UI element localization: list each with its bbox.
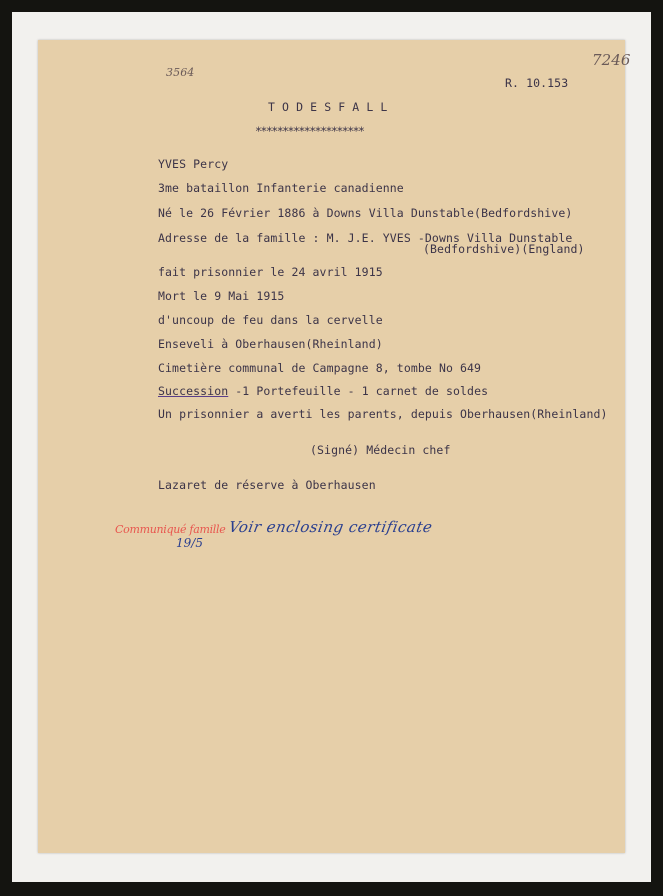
informed-line: Un prisonnier a averti les parents, depuis Oberhausen(Rheinland) [158, 407, 608, 421]
archive-number: 3564 [166, 66, 195, 79]
soldier-name [158, 157, 228, 171]
document-page [38, 40, 631, 853]
given-name: Percy [193, 157, 229, 171]
unit-line: 3me bataillon Infanterie canadienne [158, 181, 404, 195]
burial-line: Enseveli à Oberhausen(Rheinland) [158, 337, 383, 351]
birth-line: Né le 26 Février 1886 à Downs Villa Dunstable(Bedfordshive) [158, 206, 573, 220]
stamp-date: 19/5 [176, 536, 203, 550]
family-address-line-2: (Bedfordshive)(England) [423, 242, 585, 256]
family-address-line-1: Adresse de la famille : M. J.E. YVES -Downs Villa Dunstable [158, 231, 573, 245]
succession-line [158, 384, 488, 398]
cause-line: d'uncoup de feu dans la cervelle [158, 313, 383, 327]
cemetery-line: Cimetière communal de Campagne 8, tombe No 649 [158, 361, 482, 375]
succession-items: -1 Portefeuille - 1 carnet de soldes [228, 384, 489, 398]
corner-number: 7246 [592, 51, 631, 69]
lazaret-line: Lazaret de réserve à Oberhausen [158, 478, 376, 492]
handwritten-note: Voir enclosing certificate [227, 518, 434, 536]
death-line: Mort le 9 Mai 1915 [158, 289, 285, 303]
title-underline: ******************** [255, 124, 364, 138]
captured-line: fait prisonnier le 24 avril 1915 [158, 265, 383, 279]
reference-number: R. 10.153 [505, 76, 569, 90]
succession-label: Succession [158, 384, 229, 398]
document-title: T O D E S F A L L [268, 100, 388, 114]
surname: YVES [158, 157, 187, 171]
communique-stamp: Communiqué famille [115, 523, 226, 536]
signature-line: (Signé) Médecin chef [310, 443, 451, 457]
